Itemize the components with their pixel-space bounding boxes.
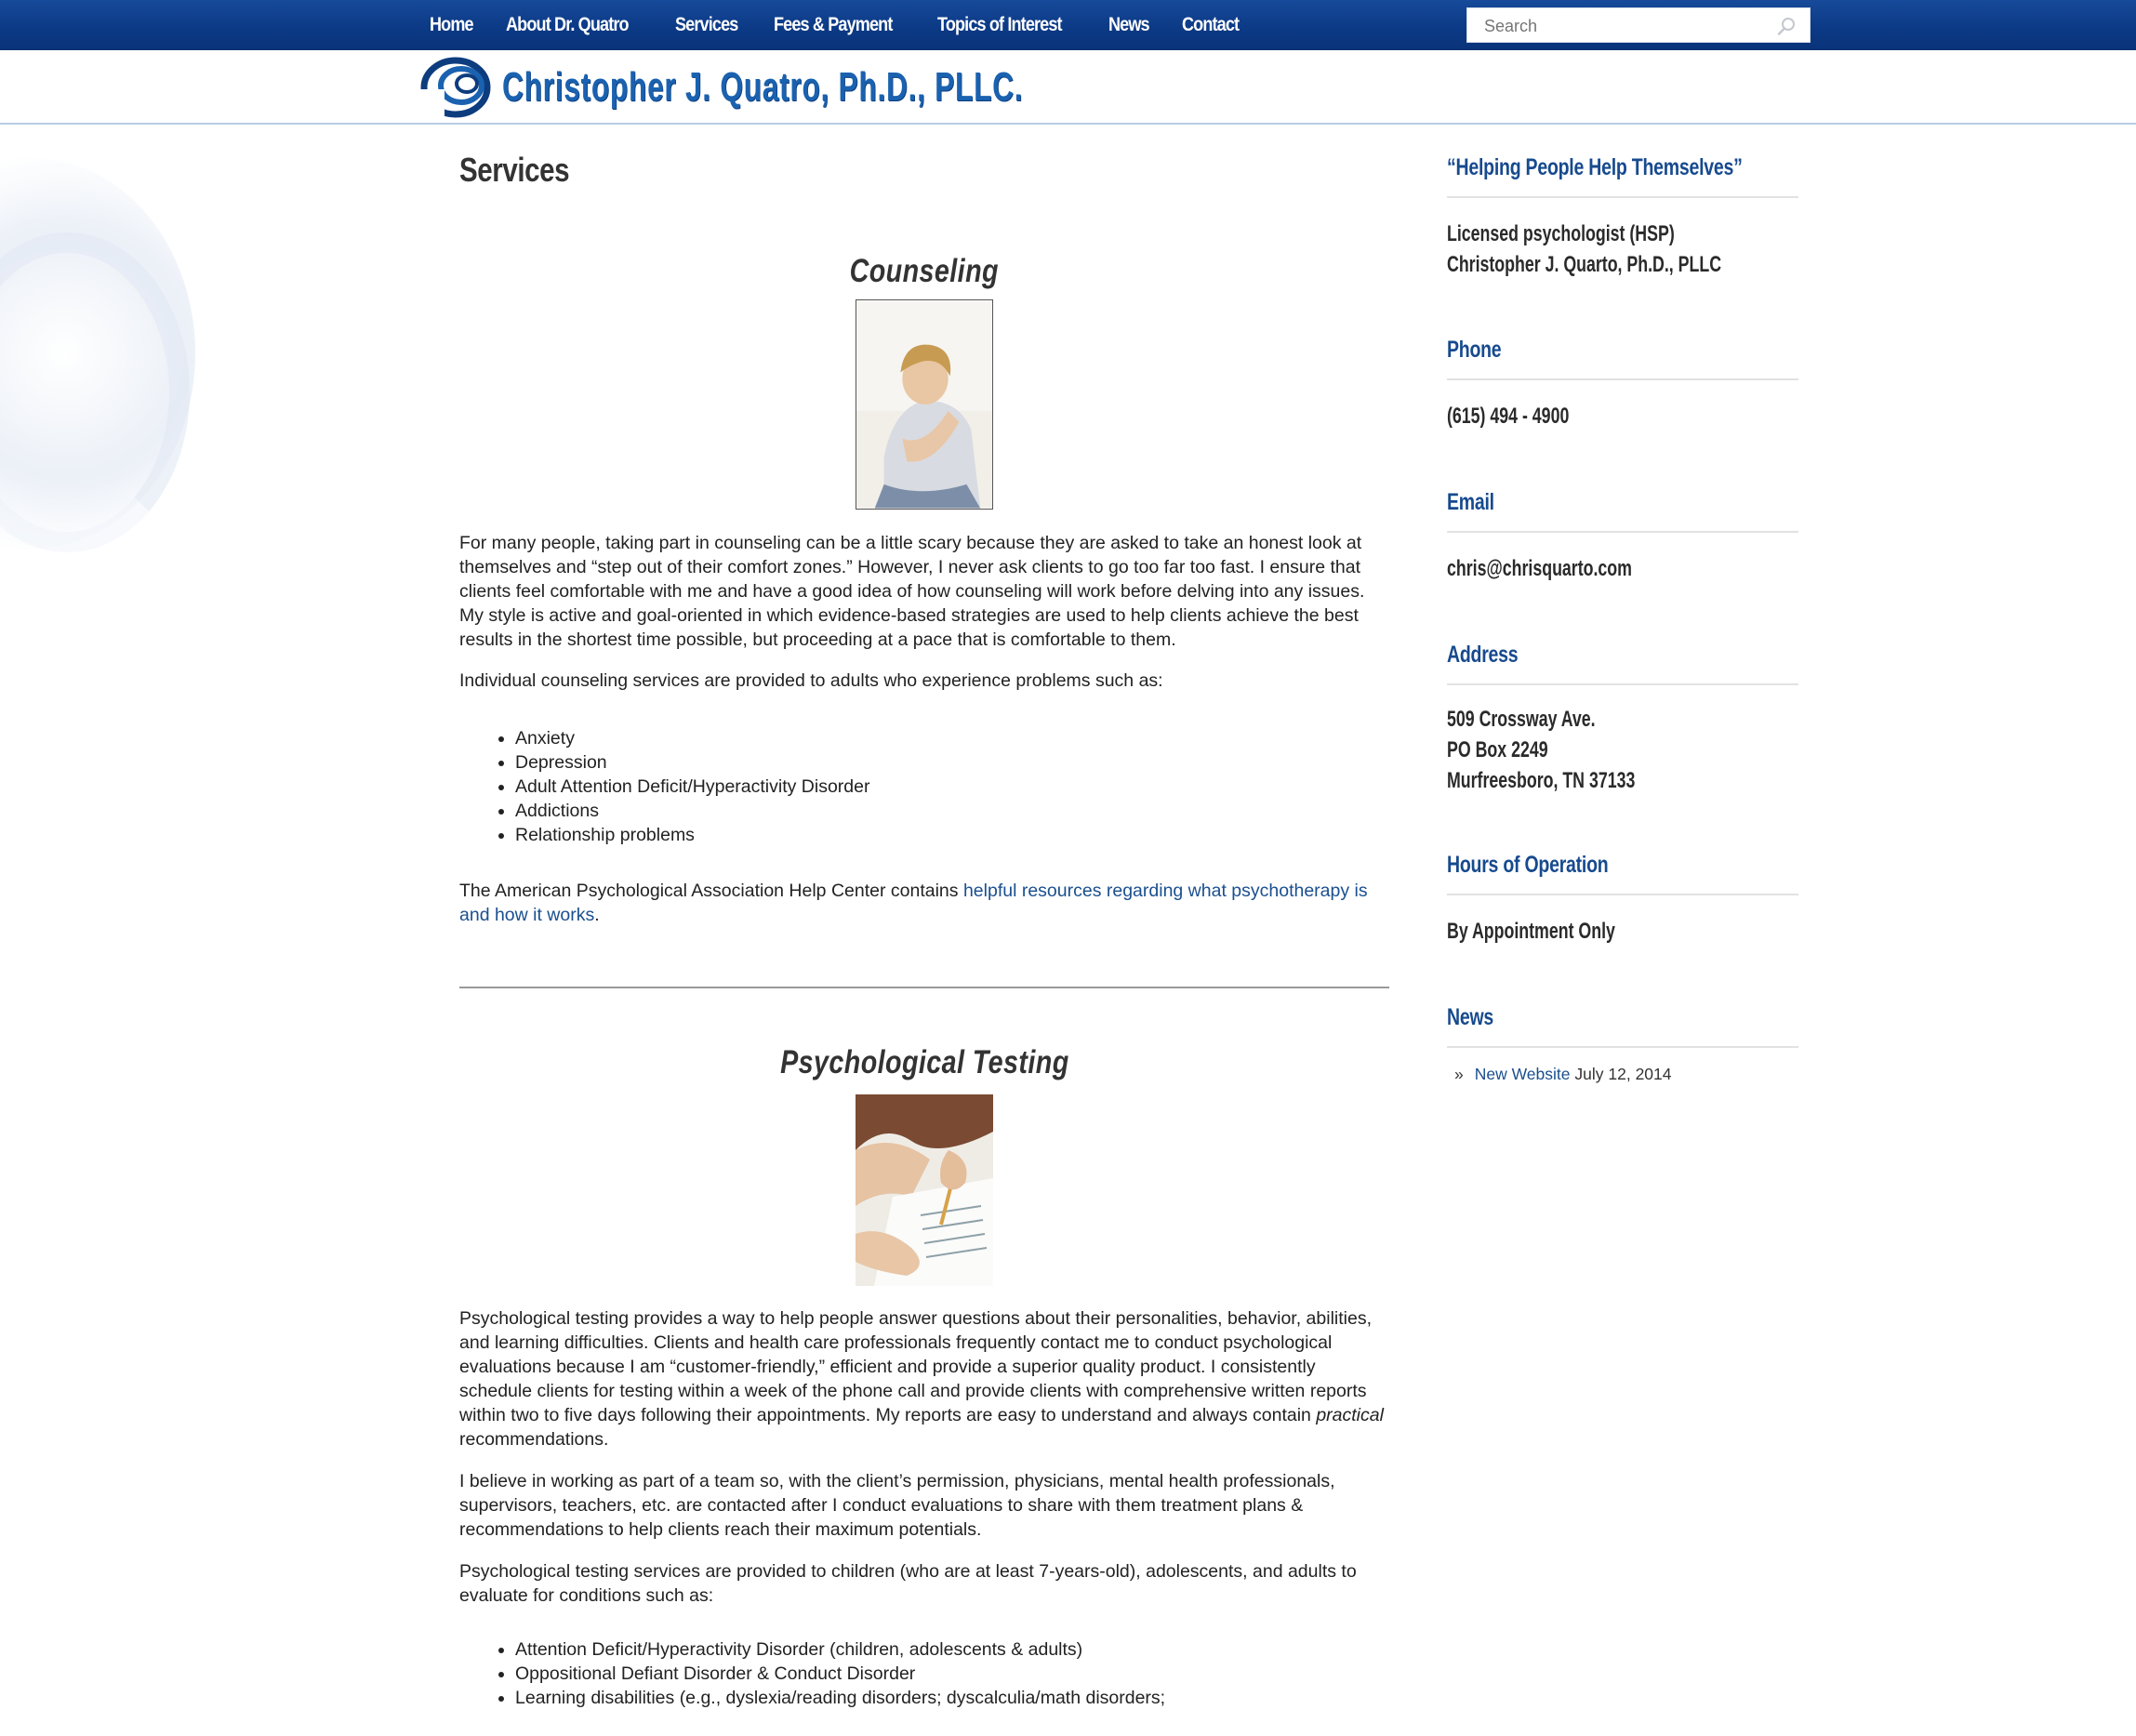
testing-paragraph-1: Psychological testing provides a way to help people answer questions about their personalities, behavior, abilities, and learning difficulties. Clients and health care professionals frequently contact me to conduct psychological evaluations because I am “customer-friendly,” efficient and provide a superior quality product. I consistently schedule clients for testing within a week of the phone call and provide clients with comprehensive written reports within two to five days following their appointments. My reports are easy to understand and always contain practical recommendations.: [459, 1308, 1384, 1450]
license-line-1: Licensed psychologist (HSP): [1447, 221, 1675, 246]
nav-about[interactable]: About Dr. Quatro: [506, 13, 630, 35]
nav-home[interactable]: Home: [430, 13, 473, 35]
site-logo[interactable]: [420, 56, 1226, 119]
testing-photo: [856, 1094, 993, 1286]
phone-number[interactable]: (615) 494 - 4900: [1447, 404, 1570, 429]
list-item: • Adult Attention Deficit/Hyperactivity Disorder: [515, 775, 1389, 799]
nav-news[interactable]: News: [1108, 13, 1149, 35]
address-widget: [1447, 642, 1798, 796]
address-line-2: PO Box 2249: [1447, 737, 1548, 762]
nav-topics-of-interest[interactable]: Topics of Interest: [937, 13, 1062, 35]
phone-widget: [1447, 337, 1798, 431]
search-icon[interactable]: [1776, 16, 1797, 36]
news-bullet: »: [1454, 1065, 1464, 1083]
main-nav: [430, 0, 1274, 49]
main-content: [459, 139, 1389, 1710]
search-box: [1466, 7, 1811, 43]
testing-condition-list: [459, 1637, 1389, 1710]
email-address[interactable]: chris@chrisquarto.com: [1447, 556, 1632, 581]
tagline-widget: [1447, 154, 1798, 280]
address-title: Address: [1447, 642, 1519, 668]
news-date: July 12, 2014: [1574, 1065, 1672, 1083]
nav-fees-payment[interactable]: Fees & Payment: [773, 13, 893, 35]
address-line-1: 509 Crossway Ave.: [1447, 707, 1596, 732]
news-title: News: [1447, 1004, 1494, 1030]
tagline: “Helping People Help Themselves”: [1447, 154, 1743, 180]
news-widget: [1447, 1004, 1798, 1084]
list-item: • Anxiety: [515, 726, 1389, 750]
apa-text: The American Psychological Association Help Center contains: [459, 881, 963, 901]
hours-widget: [1447, 852, 1798, 947]
page-title: Services: [459, 151, 570, 189]
apa-text-end: .: [594, 905, 600, 925]
counseling-photo: [856, 299, 993, 510]
counseling-heading: Counseling: [849, 253, 1000, 289]
list-item: • Depression: [515, 750, 1389, 775]
list-item: • Relationship problems: [515, 823, 1389, 847]
license-line-2: Christopher J. Quarto, Ph.D., PLLC: [1447, 252, 1722, 277]
list-item: • Attention Deficit/Hyperactivity Disorder (children, adolescents & adults): [515, 1637, 1389, 1662]
apa-paragraph: [459, 879, 1389, 927]
hours-title: Hours of Operation: [1447, 852, 1609, 878]
list-item: • Addictions: [515, 799, 1389, 823]
nav-services[interactable]: Services: [674, 13, 737, 35]
apa-resources-link[interactable]: helpful resources regarding what psychotherapy is and how it works: [459, 881, 1368, 925]
testing-heading: Psychological Testing: [779, 1044, 1069, 1080]
address-line-3: Murfreesboro, TN 37133: [1447, 768, 1636, 793]
logo-swirl-icon: [420, 56, 497, 119]
counseling-paragraph-1: For many people, taking part in counseling can be a little scary because they are asked to take an honest look at themselves and “step out of their comfort zones.” However, I never ask clients to go too far too fast. I ensure that clients feel comfortable with me and have a good idea of how counseling will work before delving into any issues. My style is active and goal-oriented in which evidence-based strategies are used to help clients achieve the best results in the shortest time possible, but proceeding at a pace that is comfortable to them.: [459, 533, 1365, 650]
phone-title: Phone: [1447, 337, 1502, 363]
email-title: Email: [1447, 489, 1494, 515]
nav-contact[interactable]: Contact: [1181, 13, 1239, 35]
counseling-paragraph-2: Individual counseling services are provided to adults who experience problems such as:: [459, 670, 1163, 691]
top-navigation-bar: [0, 0, 2136, 50]
news-list-item: [1447, 1065, 1798, 1084]
testing-paragraph-3: Psychological testing services are provided to children (who are at least 7-years-old), adolescents, and adults to evaluate for conditions such as:: [459, 1561, 1357, 1606]
list-item: • Oppositional Defiant Disorder & Conduct Disorder: [515, 1662, 1389, 1686]
search-input[interactable]: [1482, 8, 1765, 44]
email-widget: [1447, 489, 1798, 584]
emphasis-practical: practical: [1316, 1405, 1384, 1425]
testing-paragraph-2: I believe in working as part of a team so, with the client’s permission, physicians, mental health professionals, supervisors, teachers, etc. are contacted after I conduct evaluations to share with them treatment plans & recommendations to help clients reach their maximum potentials.: [459, 1471, 1335, 1540]
news-link-new-website[interactable]: New Website: [1474, 1065, 1571, 1083]
hours-value: By Appointment Only: [1447, 919, 1615, 944]
counseling-problem-list: [459, 726, 1389, 847]
list-item: • Learning disabilities (e.g., dyslexia/reading disorders; dyscalculia/math disorders;: [515, 1686, 1389, 1710]
logo-text: Christopher J. Quatro, Ph.D., PLLC.: [502, 64, 1024, 110]
